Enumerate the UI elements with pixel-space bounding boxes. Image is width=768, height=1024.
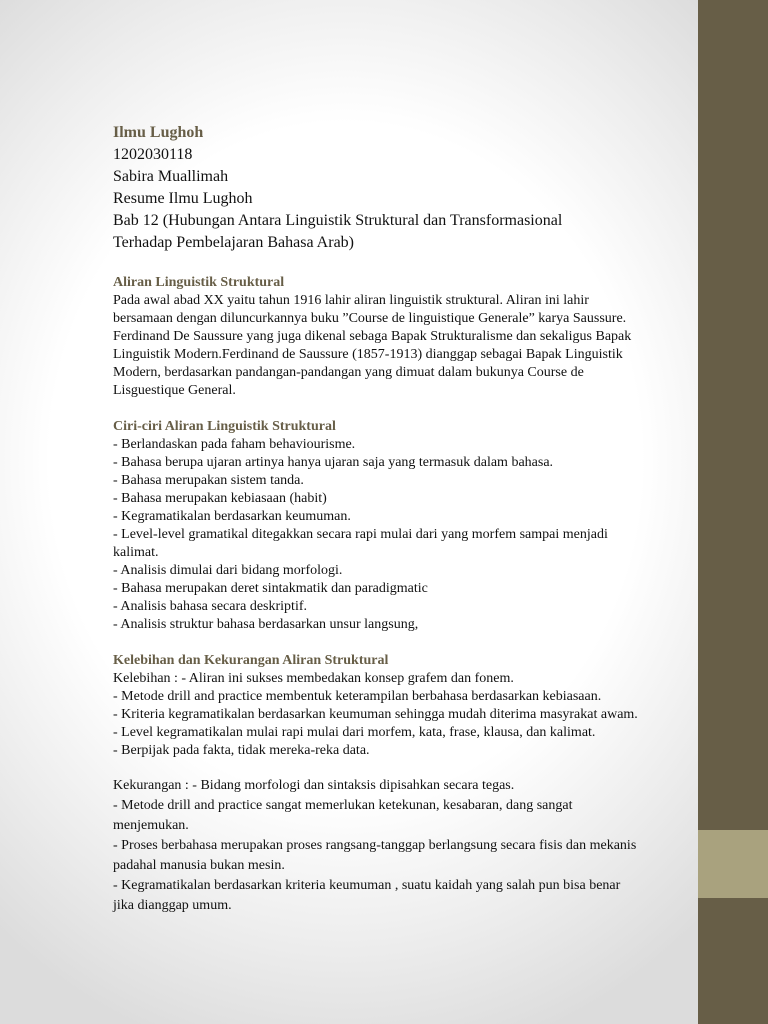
resume-title: Resume Ilmu Lughoh bbox=[113, 190, 253, 207]
list-item: - Analisis struktur bahasa berdasarkan unsur langsung, bbox=[113, 617, 419, 632]
section-ciri-ciri bbox=[113, 418, 693, 634]
paragraph-line: Modern, berdasarkan pandangan-pandangan yang dimuat dalam bukunya Course de bbox=[113, 365, 584, 380]
list-item: - Kriteria kegramatikalan berdasarkan keumuman sehingga mudah diterima masyrakat awam. bbox=[113, 707, 638, 722]
advantages-list bbox=[113, 670, 693, 760]
chapter-title-line-2: Terhadap Pembelajaran Bahasa Arab) bbox=[113, 234, 354, 251]
list-item: - Bahasa merupakan deret sintakmatik dan paradigmatic bbox=[113, 581, 428, 596]
paragraph-gap bbox=[113, 760, 693, 776]
disadvantages-list bbox=[113, 776, 693, 916]
list-item: - Proses berbahasa merupakan proses rangsang-tanggap berlangsung secara fisis dan mekanis bbox=[113, 838, 637, 853]
list-item: - Bahasa merupakan sistem tanda. bbox=[113, 473, 304, 488]
list-item: - Berlandaskan pada faham behaviourisme. bbox=[113, 437, 356, 452]
list-item: Kelebihan : - Aliran ini sukses membedakan konsep grafem dan fonem. bbox=[113, 671, 514, 686]
list-item: - Berpijak pada fakta, tidak mereka-reka data. bbox=[113, 743, 370, 758]
section-body bbox=[113, 436, 693, 634]
chapter-title-line-1: Bab 12 (Hubungan Antara Linguistik Struktural dan Transformasional bbox=[113, 212, 563, 229]
list-item: - Metode drill and practice membentuk keterampilan berbahasa berdasarkan kebiasaan. bbox=[113, 689, 602, 704]
list-item: Kekurangan : - Bidang morfologi dan sintaksis dipisahkan secara tegas. bbox=[113, 778, 515, 793]
document-title: Ilmu Lughoh bbox=[113, 124, 204, 141]
list-item: - Kegramatikalan berdasarkan keumuman. bbox=[113, 509, 351, 524]
document-header bbox=[113, 122, 693, 254]
paragraph-line: Lisguestique General. bbox=[113, 383, 236, 398]
section-aliran-struktural bbox=[113, 274, 693, 400]
document-page bbox=[113, 122, 693, 934]
student-id: 1202030118 bbox=[113, 146, 193, 163]
student-name: Sabira Muallimah bbox=[113, 168, 229, 185]
section-title: Aliran Linguistik Struktural bbox=[113, 275, 285, 290]
section-title: Ciri-ciri Aliran Linguistik Struktural bbox=[113, 419, 336, 434]
list-item: kalimat. bbox=[113, 545, 159, 560]
list-item: - Analisis dimulai dari bidang morfologi. bbox=[113, 563, 343, 578]
list-item: - Level kegramatikalan mulai rapi mulai dari morfem, kata, frase, klausa, dan kalimat. bbox=[113, 725, 596, 740]
list-item: menjemukan. bbox=[113, 818, 189, 833]
list-item: jika dianggap umum. bbox=[113, 898, 232, 913]
section-kelebihan-kekurangan bbox=[113, 652, 693, 916]
paragraph-line: Linguistik Modern.Ferdinand de Saussure (1857-1913) dianggap sebagai Bapak Linguistik bbox=[113, 347, 623, 362]
list-item: - Analisis bahasa secara deskriptif. bbox=[113, 599, 307, 614]
section-title: Kelebihan dan Kekurangan Aliran Struktural bbox=[113, 653, 389, 668]
list-item: - Level-level gramatikal ditegakkan secara rapi mulai dari yang morfem sampai menjadi bbox=[113, 527, 608, 542]
paragraph-line: Pada awal abad XX yaitu tahun 1916 lahir aliran linguistik struktural. Aliran ini lahir bbox=[113, 293, 589, 308]
list-item: - Bahasa merupakan kebiasaan (habit) bbox=[113, 491, 327, 506]
list-item: - Bahasa berupa ujaran artinya hanya ujaran saja yang termasuk dalam bahasa. bbox=[113, 455, 554, 470]
section-body bbox=[113, 292, 693, 400]
list-item: padahal manusia bukan mesin. bbox=[113, 858, 285, 873]
list-item: - Metode drill and practice sangat memerlukan ketekunan, kesabaran, dang sangat bbox=[113, 798, 573, 813]
paragraph-line: bersamaan dengan diluncurkannya buku ”Course de linguistique Generale” karya Saussure. bbox=[113, 311, 627, 326]
list-item: - Kegramatikalan berdasarkan kriteria keumuman , suatu kaidah yang salah pun bisa benar bbox=[113, 878, 621, 893]
paragraph-line: Ferdinand De Saussure yang juga dikenal sebaga Bapak Strukturalisme dan sekaligus Bapak bbox=[113, 329, 632, 344]
side-decoration-accent bbox=[698, 830, 768, 898]
